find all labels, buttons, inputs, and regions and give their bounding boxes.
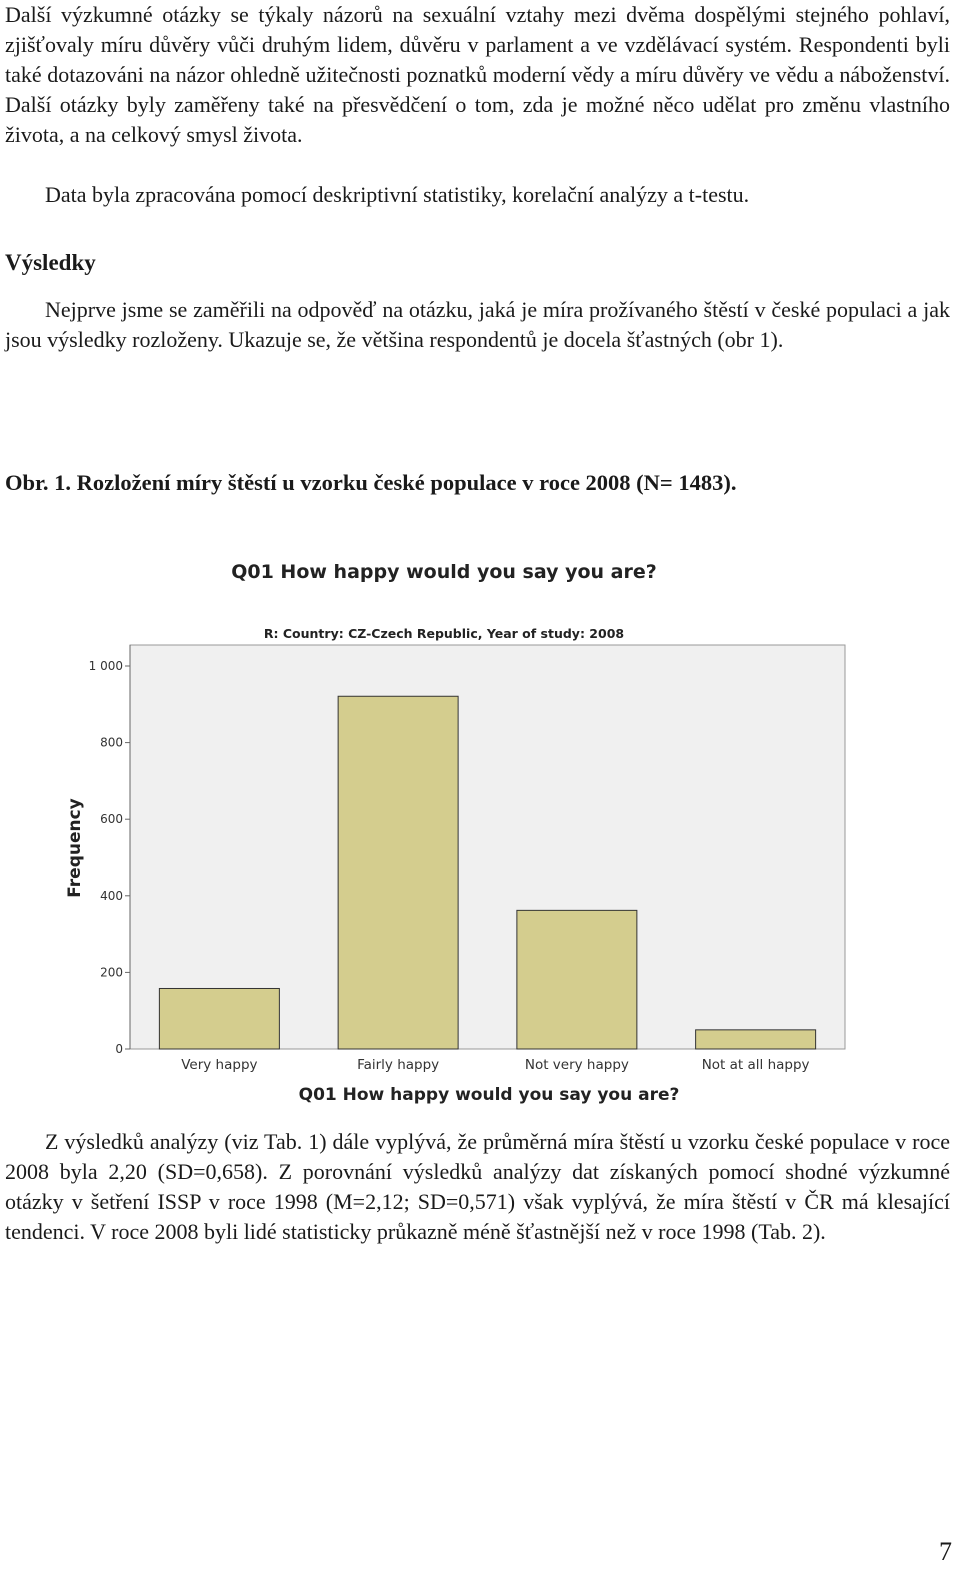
bar-not-at-all-happy <box>696 1030 816 1049</box>
section-heading: Výsledky <box>5 250 96 275</box>
y-axis-ticks <box>89 659 130 1056</box>
x-category-label: Very happy <box>181 1057 258 1073</box>
bar-not-very-happy <box>517 910 637 1049</box>
y-axis-label: Frequency <box>65 798 85 898</box>
bar-fairly-happy <box>338 696 458 1049</box>
y-tick-label: 800 <box>100 735 123 750</box>
x-category-label: Not at all happy <box>701 1057 810 1073</box>
x-axis-labels <box>181 1057 809 1073</box>
method-paragraph: Data byla zpracována pomocí deskriptivní statistiky, korelační analýzy a t-testu. <box>45 182 750 207</box>
y-tick-label: 1 000 <box>88 659 123 673</box>
y-tick-label: 0 <box>115 1042 123 1056</box>
x-category-label: Fairly happy <box>357 1057 440 1073</box>
page-number: 7 <box>939 1537 952 1566</box>
intro-paragraph: Další výzkumné otázky se týkaly názorů na sexuální vztahy mezi dvěma dospělými stejného pohlaví, zjišťovaly míru důvěry vůči druhým lidem, důvěru v parlament a ve vzdělávací systém. Respondenti byli také dotazováni na názor ohledně užitečnosti poznatků moderní vědy a míru důvěry ve vědu a náboženství. Další otázky byly zaměřeny také na přesvědčení o tom, zda je možné něco udělat pro změnu vlastního života, a na celkový smysl života. <box>5 2 950 147</box>
bar-very-happy <box>159 988 279 1049</box>
x-category-label: Not very happy <box>524 1057 629 1073</box>
figure-caption: Obr. 1. Rozložení míry štěstí u vzorku české populace v roce 2008 (N= 1483). <box>5 470 737 495</box>
y-tick-label: 200 <box>100 965 123 980</box>
y-tick-label: 400 <box>100 888 123 903</box>
chart-subtitle: R: Country: CZ-Czech Republic, Year of study: 2008 <box>263 626 625 641</box>
discussion-paragraph: Z výsledků analýzy (viz Tab. 1) dále vyplývá, že průměrná míra štěstí u vzorku české populace v roce 2008 byla 2,20 (SD=0,658). Z porovnání výsledků analýzy dat získaných pomocí shodné výzkumné otázky v šetření ISSP v roce 1998 (M=2,12; SD=0,571) však vyplývá, že míra štěstí v ČR má klesající tendenci. V roce 2008 byli lidé statisticky průkazně méně šťastnější než v roce 1998 (Tab. 2). <box>5 1129 950 1244</box>
x-axis-label: Q01 How happy would you say you are? <box>298 1085 680 1105</box>
results-paragraph: Nejprve jsme se zaměřili na odpověď na otázku, jaká je míra prožívaného štěstí v české populaci a jak jsou výsledky rozloženy. Ukazuje se, že většina respondentů je docela šťastných (obr 1). <box>5 297 950 352</box>
frequency-bar-chart <box>60 548 860 1113</box>
chart-title: Q01 How happy would you say you are? <box>231 561 657 583</box>
y-tick-label: 600 <box>100 812 123 827</box>
